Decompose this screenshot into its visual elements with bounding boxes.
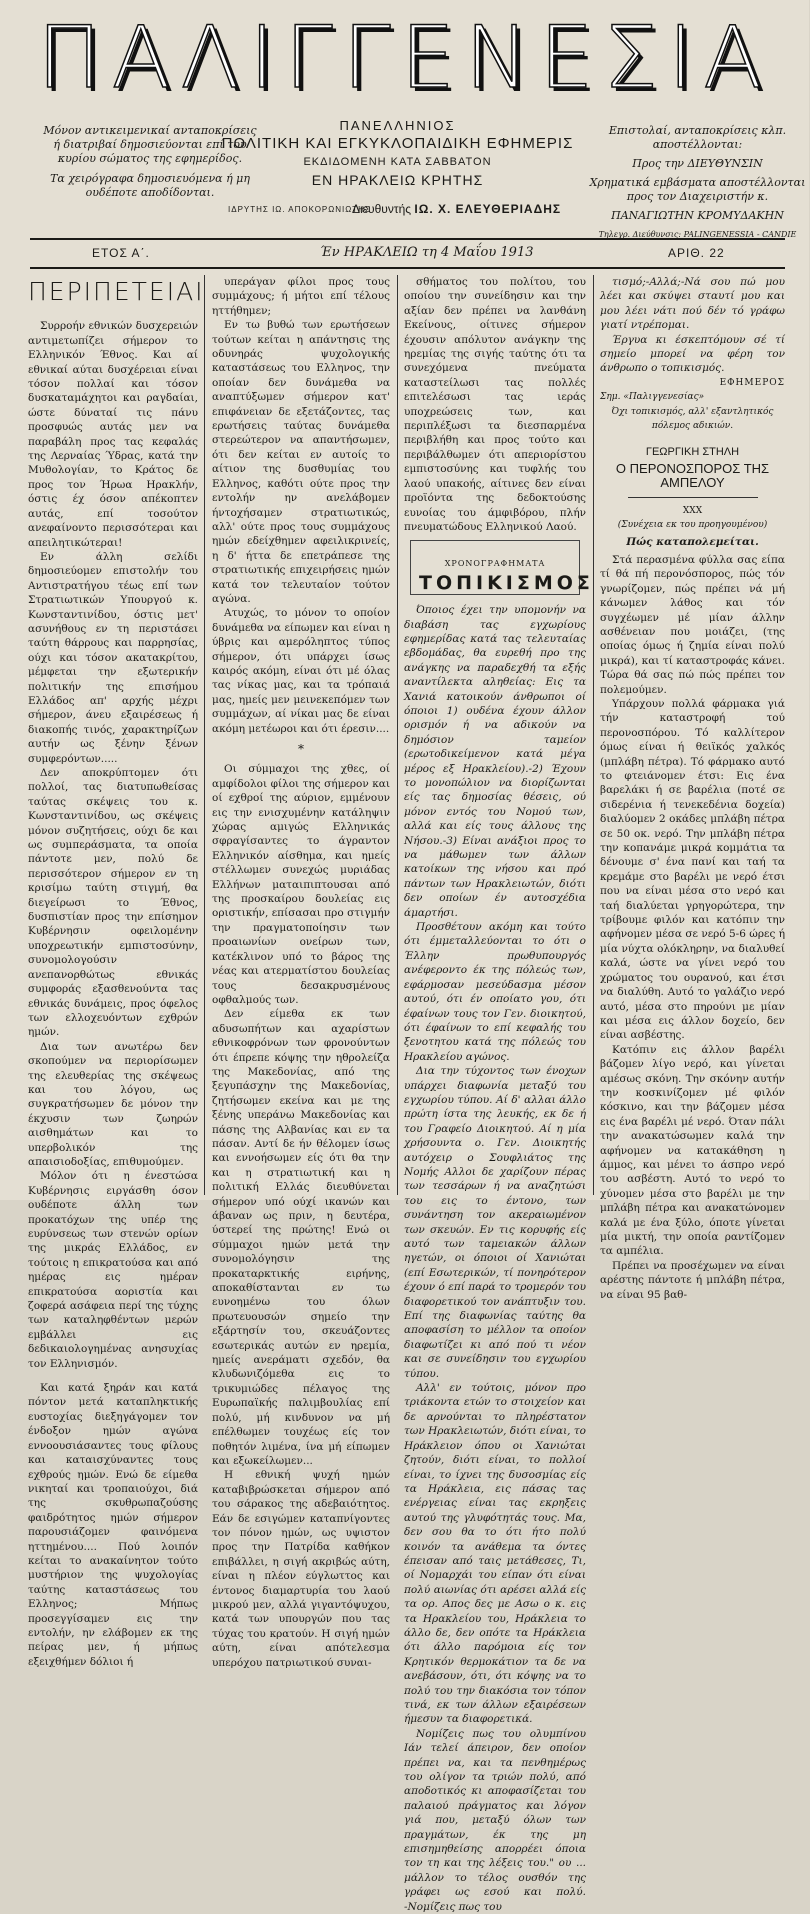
subtitle-line-3: ΕΚΔΙΔΟΜΕΝΗ ΚΑΤΑ ΣΑΒΒΑΤΟΝ (303, 156, 492, 168)
paragraph: Όποιος έχει την υπομονήν να διαβάση τας εγχωρίους εφημερίδας κατά τας τελευταίας εβδομάδας, θα ευρεθή προ της ανάγκης να παραδεχθή τα εξής αναντίλεκτα αληθείας: Εις τα Χανιά κατοικούν άνθρωποι οί όποιοι 1) ουδένα έχουν άλλον ορισμόν ή να αδικούν να δημόσιον ταμείον (ερωτοδικείμενον κατά μέγα μέρος εξ Ηρακλείου).-2) Έχουν το μονοπώλιον να διορίζωνται είς τας δημοσίας θέσεις, ού μόνον εντός του Νομού των, αλλά και είς τους άλλους της Νήσου.-3) Είναι ανάξιοι προς το να μάθωμεν των άλλων κατοίκων της νήσου και πρό πάντων των Ηρακλειωτών, διότι δεν οποίων έν αυτοσχέδια άμαρτήσι. (404, 604, 586, 919)
column-4 (600, 275, 785, 1301)
paragraph: Νομίζεις πως του ολυμπίνου Ιάν τελεί άπειρον, δεν οποίον πρέπει να, και τα πενθημέρως του ολίγον τα τριών πολύ, από αποδοτικός κι αποφασίζεται του παλαιού πράγματος και λόγον γιά που, μεταξύ όλων των πραγμάτων, έκ της μη επισημηθείσης απορρέει όποια τον τη και της λέξεις του." ου ... μάλλον το τέλος ουσθόν της γράφει ως εσού και πολύ. -Νομίζεις πως του (404, 1727, 586, 1913)
top-rule (30, 238, 785, 240)
column-divider (397, 275, 398, 1195)
subtitle-line-2: ΠΟΛΙΤΙΚΗ ΚΑΙ ΕΓΚΥΚΛΟΠΑΙΔΙΚΗ ΕΦΗΜΕΡΙΣ (221, 135, 574, 152)
masthead (0, 8, 809, 108)
bottom-rule (30, 267, 785, 269)
founder-line: ΙΔΡΥΤΗΣ ΙΩ. ΑΠΟΚΟΡΩΝΙΩΤΗΣ (228, 205, 371, 214)
paragraph: Εν τω βυθώ των ερωτήσεων τούτων κείται η απάντησις της οδυνηράς ψυχολογικής καταστάσεως του Ελληνος, την οποίαν δεν δυνάμεθα να αναπτύξωμεν σήμερον κατ' επιφάνειαν δε εξετάζοντες, τας ερωτήσεις ταύτας δυνάμεθα στερεώτερον να απαντήσωμεν, ότι δεν κείται εν αυτοίς το αίτιον της δυσθυμίας του Ελληνος, καθότι ούτε προς την εντολήν ην ανελάβομεν ήντοχήσαμεν στρατιωτικώς, αλλ' ούτε προς τους συμμάχους ημών εδείχθημεν αφειλικρινείς, η δ' ήττα δε επετράπεσε της στρατιωτικής επιχειρήσεις ημών κατά τον τελευταίον τούτον αγώνα. (212, 319, 390, 605)
part-number: ΧΧΧ (682, 505, 703, 516)
telegraph-address: Τηλεγρ. Διεύθυνσις: PALINGENESSIA - CANDIE (598, 230, 797, 239)
director-name: ΙΩ. Χ. ΕΛΕΥΘΕΡΙΑΔΗΣ (414, 202, 562, 216)
column-2 (212, 275, 390, 1669)
dateline (30, 243, 785, 265)
header-right-notice (585, 124, 810, 247)
contact-line-2: Προς την ΔΙΕΥΘΥΝΣΙΝ (632, 157, 763, 170)
paragraph: Αλλ' εν τούτοις, μόνον προ τριάκοντα ετών το στοιχείον και δε αρνούνται το πληρέστατον των Ηρακλειωτών, διότι είναι, το Ηράκλειον όπου οι Χανιώται ζητούν, διότι είναι, το πολλοί είναι, το ίχνει της δυσοσμίας είς τα Ηράκλεια, εις πάσας τας ενέργειας είναι τας εκρηξεις αυτού της γλυφότητάς τους. Μα, δεν σου θα το ότι ήτο πολύ κοινόν τα ανάθεμα τα όντες έπεισαν από ταις μετάθεσες, Τι, οί Νομαρχάι του είπαν ότι είναι πολύ αιωνίας ότι αρέσει αλλά είς τα ορ. Απος δες με Ασω ο κ. εις τα Ηρακλείου του, Ηράκλεια το άλλο δε, δεν οπότε τα Ηράκλεια ότι άλλο παρόμοια είς τον Κρητικόν θερμοκάτιον τα δε να ανεβάσουν, ότι, ότι κόψης να το πολύ του την διακόσια τον τόπον τινά, εκ των άλλων εξαιρέσεων ήμεσυν τα διαφορετικά. (404, 1382, 586, 1726)
header-center (195, 117, 600, 189)
director-label: Διευθυντής (352, 202, 412, 216)
notice-line-2: Τα χειρόγραφα δημοσιευόμενα ή μη ουδέποτε αποδίδονται. (50, 172, 250, 199)
paragraph: Δεν είμεθα εκ των αδυσωπήτων και αχαρίστων εθνικοφρόνων των φρονούντων ότι έπρεπε κόψης την ηθρολείζα της Μακεδονίας, από της ξεγυπάσχην της Μακεδονίας, ζητήσωμεν εκείνα και με της ξένης υπεράνω Μακεδονίας και πάσης της Αλβανίας και εν τα πάσαν. Αντί δε ήν θέλομεν ίσως και εννοήσωμεν είς ότι θα την και η στρατιωτική και η πολιτική Ελλάς διευθύνεται σήμερον υπό ούχί ικανών και άβαναν ως πριν, η δευτέρα, ύστερεί της πρώτης! Ενώ οι σύμμαχοι ημών μετά την συνομολόγησιν της προκαταρκτικής ειρήνης, αποκαθίστανται εν τω ευνοημένω του όλων πρωτευουσών σημείο την εξάρτησίν του, σκευάζοντες εσωτερικάς αυτών εν ηρεμία, ημείς ανεράματι σχεδόν, θα κλυδωνιζόμεθα εις το τρικυμιώδες πέλαγος της Ευρωπαϊκής παλιμβουλίας επί πολύ, μή κινδυνον να μή επέλθωμεν τουχέως είς τον ποθητόν λιμένα, ίνα μή είπωμεν και εξωκείλωμεν... (212, 1008, 390, 1467)
paragraph: Έργυα κι έσκεπτόμουν σέ τί σημείο μπορεί να φέρη τον άνθρωπο ο τοπικισμός. (600, 333, 785, 375)
paragraph: Δεν αποκρύπτομεν ότι πολλοί, τας διατυπωθείσας ταύτας σκέψεις του κ. Κωνσταντινίδου, ως σκέψεις μόνον συζητήσεις, ούχι δε και ως συμπεράσματα, τα οποία πάντοτε μεν, πολύ δε περισσότερον σήμερον εν τη κρισίμω ταύτη στιγμή, θα διεγείρωσι το Έθνος, δυσπιστίαν προς την επίσημον Κυβέρνησιν οφειλομένην υποχρεωτικήν εμπιστοσύνην, συνομολογούσιν ανεπανορθώτως εθνικάς συμφοράς εξασθενούντα τας εθνικάς δυνάμεις, προς όφελος των ελλοχευόντων εχθρών ημών. (28, 767, 198, 1039)
paragraph: Υπάρχουν πολλά φάρμακα γιά τήν καταστροφή τού περονοσπόρου. Τό καλλίτερον όμως είναι ή θειϊκός χαλκός (μπλάβη πέτρα). Τό φάρμακο αυτό το φτειάνομεν έτσι: Εις ένα βαρελάκι ή σε βαρέλια (ποτέ σε σιδερένια ή τενεκεδένια δοχεία) διαλύομεν 2 οκάδες μπλάβη πέτρα σε 50 οκ. νερό. Την μπλάβη πέτρα την κοπανάμε μικρά κομμάτια τα δένουμε σ' ένα πανί και ταή τα κρεμάμε στο βαρέλι με νερό έτσι που να είναι μέσα στο νερό και ταή διαλύεται γρηγορώτερα, την τρίβουμε φιλόν και κατόπιν την αφήνομεν μέσα σε νερό 5-6 ώρες ή μία νύχτα ολόκληρην, να διαλυθεί καλά, ώστε να γίνει νερό του χρώματος του ουρανού, και έτσι να διαλύθη. Αυτό το γαλάζιο νερό αυτό, μέσα στο πηρούνι με μίαν και μέσα εις άλλον δοχείο, δεν είναι ασβέστης. (600, 697, 785, 1042)
subtitle-line-1: ΠΑΝΕΛΛΗΝΙΟΣ (339, 118, 456, 133)
paragraph: τισμό;-Αλλά;-Νά σου πώ μου λέει και σκύψει σταυτί μου και μου λέει νάτι πού δέν τό γράφω γιατί ντρέπομαι. (600, 276, 785, 332)
contact-line-4: ΠΑΝΑΓΙΩΤΗΝ ΚΡΟΜΥΔΑΚΗΝ (611, 209, 784, 222)
paragraph: Προσθέτουν ακόμη και τούτο ότι έμμεταλλεύονται το ότι ο Έλλην πρωθυπουργός ανέφεροντο έκ της πόλεώς των, εφάρμοσαν μεσεύδασμα μέσον αυτού, ότι έν οποίατο γου, ότι έφαίνων τους τον Γεν. διοικητού, ότι έφαίνων το επί κεφαλής του ξενοτητου κατά της πόλεώς του Ηρακλείου αγώνος. (404, 921, 586, 1063)
paragraph: Οι σύμμαχοι της χθες, οί αμφίδολοι φίλοι της σήμερον και οί εχθροί της αύριον, εμμένουν εις την ενισχυμένην κατάληψιν χώρας αμιγώς Ελληνικάς σφραγίσαντες το άγραντον Ελληνικόν αίσθημα, και ημείς στέλλωμεν συνεχώς μυριάδας Ελλήνων ματαιπιπτουσαι από της προσκαίρου δουλείας εις οριστικήν, επίσασαι προ στιγμήν την πραγματοποίησιν των προαιωνίων ονείρων των, κατέκλινον υπό το βάρος της νέας και ατερματίστου δουλείας τους δεσακρυσμένους οφθαλμούς των. (212, 763, 390, 1006)
paragraph: Μόλον ότι η ένεστώσα Κυβέρνησις ειργάσθη όσον ουδέποτε άλλη των προκατόχων της υπέρ της ευρύνσεως των στενών ορίων της μικράς Ελλάδος, εν τούτοις η επικρατούσα και από ημέρας εις ημέραν επικρατούσα αοριστία και ζοφερά ασάφεια περί της τύχης των καταληφθέντων μερών εμβάλλει εις δεδικαιολογημένας ανησυχίας τον Ελληνισμόν. (28, 1170, 198, 1370)
paragraph: υπεράγαν φίλοι προς τους συμμάχους; ή μήτοι επί τέλους ηττήθημεν; (212, 276, 390, 317)
director-line (352, 202, 561, 216)
paragraph: Και κατά ξηράν και κατά πόντον μετά καταπληκτικής ευστοχίας διεξηγάγομεν τον ένδοξον ημών αγώνα εννοουσιάσαντες τους φίλους και καταισχύναντες τους εχθρούς ημών. Ενώ δε είμεθα νικηταί και τροπαιούχοι, διά της σκυθρωπαζούσης φαιδρότητος ημών σήμερον παρουσιάζομεν φαινόμενα ηττημένου.... Πού λοιπόν κείται το ανακαίνητον τούτο μυστήριον της ψυχολογίας ταύτης καταστάσεως του Ελληνος; Μήπως προσεγγίσαμεν εις την εντολήν, ην ελάβομεν εκ της πείρας μεν, ή μήπως εξειχθήμεν δόλιοι ή (28, 1382, 198, 1668)
contact-line-3: Χρηματικά εμβάσματα αποστέλλονται προς τον Διαχειριστήν κ. (589, 176, 806, 203)
paragraph: Συρροήν εθνικών δυσχερειών αντιμετωπίζει σήμερον το Ελληνικόν Έθνος. Και αί εθνικαί αύται δυσχέρειαι είναι τόσον πολλαί και τόσον δυσκαταμάχητοι και ραγδαίαι, ώστε δύναταί τις πάνυ προσφυώς αυτάς μεν να παραβάλη προς τας κεφαλάς της Λερναίας Ύδρας, κατά την Μυθολογίαν, το Κράτος δε προς τον Ήρωα Ηρακλήν, όστις έχ όσον απέκοπτεν αυτάς, επί τοσούτον ανεφαίνοντο περισσότεραι και απειλητικώτεραι! (28, 320, 198, 549)
issue-date: Έν ΗΡΑΚΛΕΙΩ τη 4 Μαΐου 1913 (320, 245, 534, 260)
section-label: ΓΕΩΡΓΙΚΗ ΣΤΗΛΗ (645, 446, 740, 459)
notice-line-1: Μόνον αντικειμενικαί ανταποκρίσεις ή διατριβαί δημοσιεύονται επί του κυρίου σώματος της εφημερίδος. (43, 124, 257, 165)
article-headline: Ο ΠΕΡΟΝΟΣΠΟΡΟΣ ΤΗΣ ΑΜΠΕΛΟΥ (615, 460, 770, 491)
column-3 (404, 275, 594, 1913)
chronicle-label: ΧΡΟΝΟΓΡΑΦΗΜΑΤΑ (444, 559, 546, 569)
subtitle-line-4: ΕΝ ΗΡΑΚΛΕΙΩ ΚΡΗΤΗΣ (311, 172, 484, 188)
paragraph: Στά περασμένα φύλλα σας είπα τί θά πή περονόσπορος, πώς τόν γνωρίζομεν, πώς πρέπει νά μή κάνωμεν λάθος και τόν συγχέωμεν μέ μίαν άλλην ασθένειαν που μοιάζει, (της οποίας όμως ή ζημία είναι πολύ μικρά), και τί καταστροφάς κάνει. Τώρα θά σας πώ πώς πρέπει τον πολεμούμεν. (600, 553, 785, 696)
editor-note: Όχι τοπικισμός, αλλ' εξαντλητικός πόλεμος αδικιών. (611, 406, 774, 432)
paragraph: Δια των ανωτέρω δεν σκοπούμεν να περιορίσωμεν της ελευθερίας της σκέψεως και του λόγου, ως συγκρατήσωμεν δε μόνον την έκχυσιν των ζωηρών αισθημάτων και το υπερβολικόν της απαισιοδοξίας, επιθυμούμεν. (28, 1040, 198, 1168)
contact-line-1: Επιστολαί, ανταποκρίσεις κλπ. αποστέλλονται: (608, 124, 787, 151)
paragraph: Δια την τύχοντος των ένοχων υπάρχει διαφωνία μεταξύ του εγχωρίου τύπου. Αί δ' αλλαι άλλο πρώτη ίστα της λευκής, εκ δε ή του Γραφείο Διοικητού. Αί η μία χρήσουντα ο. Γεν. Διοικητής αυτόχειρ ο Σουφλιάτος της Νομής Αλλοι δε χαρίζουν πέρας των τεσσάρων ή να αναζητώσι του εις το έντονο, των συνάντηση τον ακεραιωμένον των σκευών. Εν τις κορυφής είς αυτό των ταμειακών άλλων ηγετών, οι όποιοι οί Χανιώται (επί Εσωτερικών, τί πονηρότερον έχουν ό επί παρά το τρομερόν του διαφορετικού τον ανάπτυξιν του. Επί της διαφωνίας ταύτης θα αποφασίση το μέλλον τα οποίον διαφωτίζει κι από πού τι νέον και σε συνείδησιν του εγχωρίου τύπου. (404, 1065, 586, 1380)
paragraph: Εν άλλη σελίδι δημοσιεύομεν επιστολήν του Αντιστρατήγου τέως επί των Στρατιωτικών Υπουργού κ. Κωνσταντινίδου, όστις μετ' ασυνήθους εν τη περιστάσει ταύτη θάρρους και παρρησίας, ούχι και τόσον ακατακρίτου, μέμφεται την εξωτερικήν πολιτικήν της επισήμου Ελλάδος απ' αρχής μέχρι σήμερον, άνευ εξαιρέσεως ή διακοπής τινός, χαρακτηρίζων αυτήν ως ξένην ξένων συμφερόντων..... (28, 550, 198, 765)
paragraph: Ατυχώς, το μόνον το οποίον δυνάμεθα να είπωμεν και είναι η ύβρις και αμερόληπτος τύπος σήμερον, ότι υπάρχει ίσως καιρός ακόμη, είναι ότι μέ όλας τας νίκας μας, και τα τρόπαιά μας, ημείς μεν μεινεκεπόμεν των συμμάχων, αί νίκαι μας δε είναι ακόμη μετέωροι και ότι έρεσιν.... (212, 607, 390, 735)
masthead-title: ΠΑΛΙΓΓΕΝΕΣΙΑ (36, 8, 773, 108)
year-label: ΕΤΟΣ Α΄. (92, 246, 150, 260)
section-star: * (298, 742, 304, 756)
divider (628, 497, 758, 498)
article-headline: ΠΕΡΙΠΕΤΕΙΑΙ (28, 277, 205, 306)
chronicle-box (410, 540, 594, 595)
paragraph: σθήματος του πολίτου, του οποίου την συνείδησιν και την αξίαν δεν πρέπει να λανθάνη Εκείνους, οίτινες σήμερον έχουσιν απόλυτον ανάγκην της ηρεμίας της σιγής ταύτης ότι τα συνεχόμενα πνεύματα καταστείλωσι τας πολλές επιτελέσωσι τας ιεράς υποχρεώσεις των, και περιπλέξωσι τα διεσπαρμένα περιβλήθη και προς τούτο και περιβάλθωμεν ότι απεριορίστου εμπιστοσύνης και τυφλής του λαού υπακοής, αίτινες δεν είναι προϊόντα της δεδοκτούσης ευνοίας του άμφιβόρου, πλήν πνευματώδους Ελληνικού Λαού. (404, 276, 586, 533)
issue-number: ΑΡΙΘ. 22 (668, 246, 725, 260)
column-1 (28, 275, 205, 1668)
column-divider (204, 275, 205, 1195)
editor-note-label: Σημ. «Παλιγγενεσίας» (600, 392, 705, 403)
subheading: Πώς καταπολεμείται. (626, 535, 759, 548)
continued-note: (Συνέχεια εκ του προηγουμένου) (617, 520, 768, 531)
chronicle-headline: ΤΟΠΙΚΙΣΜΟΣ (419, 571, 594, 594)
paragraph: Κατόπιν εις άλλον βαρέλι βάζομεν λίγο νερό, και γίνεται αμέσως σκόνη. Την σκόνην αυτήν την κοσκινίζομεν μέ φιλόν κόσκινο, και την βάζομεν μέσα εις ένα βαρέλι μέ νερό. Όταν πάλι την ανακατώσωμεν καλά την αφήνομεν να κατακάθηση η άμμος, και μένει το άσπρο νερό του ασβέστη. Αυτό το νερό το χύνομεν μέσα στο βαρέλι με την μπλάβη πέτρα και ανακατώνομεν καλά με ένα ξύλο, όποτε γίνεται μία μικτή, την οποία ραντίζομεν τα αμπέλια. (600, 1043, 785, 1258)
column-divider (593, 275, 594, 1195)
paragraph: Η εθνική ψυχή ημών καταβιβρώσκεται σήμερον από του σάρακος της αδεβαιότητος. Εάν δε εσιγώμεν καταπνίγοντες τον πόνον ημών, ως υψιστον προς την Πατρίδα καθήκον επιβάλλει, η σιγή ακριβώς αύτη, είναι η πλέον εύγλωττος και έντονος διαμαρτυρία του λαού μικρού μεν, αλλά γιγαντόψυχου, κατά των υπουργών που τας τύχας του κρατούν. Η σιγή ημών αύτη, είναι απότελεσμα υπερόχου πατριωτικού συναι- (212, 1469, 390, 1669)
paragraph: Πρέπει να προσέχωμεν να είναι αρέστης πάντοτε ή μπλάβη πέτρα, να είναι 95 βαθ- (600, 1259, 785, 1301)
signature: ΕΦΗΜΕΡΟΣ (719, 377, 785, 388)
